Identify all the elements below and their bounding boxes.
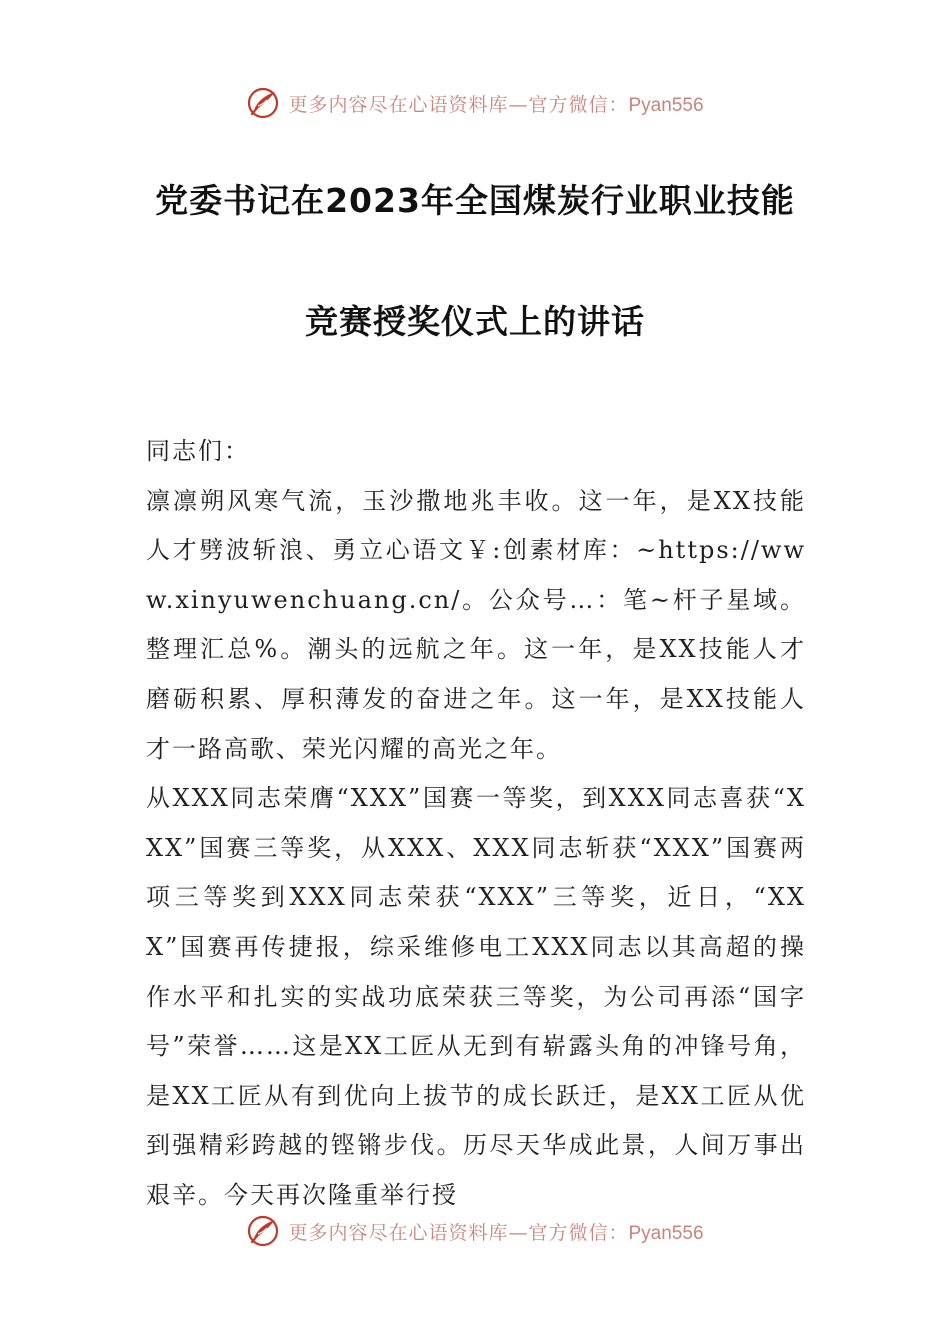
pen-logo-icon [246,86,280,120]
document-title-line-1: 党委书记在2023年全国煤炭行业职业技能 [155,181,795,220]
document-body [146,427,806,1221]
pen-logo-icon [246,1214,280,1248]
watermark-header [0,83,950,123]
watermark-text: 更多内容尽在心语资料库—官方微信：Pyan556 [288,93,704,116]
document-title-line-2: 竞赛授奖仪式上的讲话 [305,302,645,341]
salutation: 同志们： [146,437,250,465]
body-paragraph-2: 从XXX同志荣膺“XXX”国赛一等奖，到XXX同志喜获“XXX”国赛三等奖，从XXX、XXX同志斩获“XXX”国赛两项三等奖到XXX同志荣获“XXX”三等奖，近日，“XXX”国赛再传捷报，综采维修电工XXX同志以其高超的操作水平和扎实的实战功底荣获三等奖，为公司再添“国字号”荣誉……这是XX工匠从无到有崭露头角的冲锋号角，是XX工匠从有到优向上拔节的成长跃迁，是XX工匠从优到强精彩跨越的铿锵步伐。历尽天华成此景，人间万事出艰辛。今天再次隆重举行授 [146,784,806,1209]
body-paragraph-1: 凛凛朔风寒气流，玉沙撒地兆丰收。这一年，是XX技能人才劈波斩浪、勇立心语文￥:创素材库：~https://www.xinyuwenchuang.cn/。公众号…：笔~杆子星域。整理汇总%。潮头的远航之年。这一年，是XX技能人才磨砺积累、厚积薄发的奋进之年。这一年，是XX技能人才一路高歌、荣光闪耀的高光之年。 [146,486,806,763]
watermark-footer [0,1211,950,1251]
watermark-wechat-id: Pyan556 [628,1222,704,1244]
watermark-text: 更多内容尽在心语资料库—官方微信：Pyan556 [288,1221,704,1244]
watermark-wechat-id: Pyan556 [628,94,704,116]
